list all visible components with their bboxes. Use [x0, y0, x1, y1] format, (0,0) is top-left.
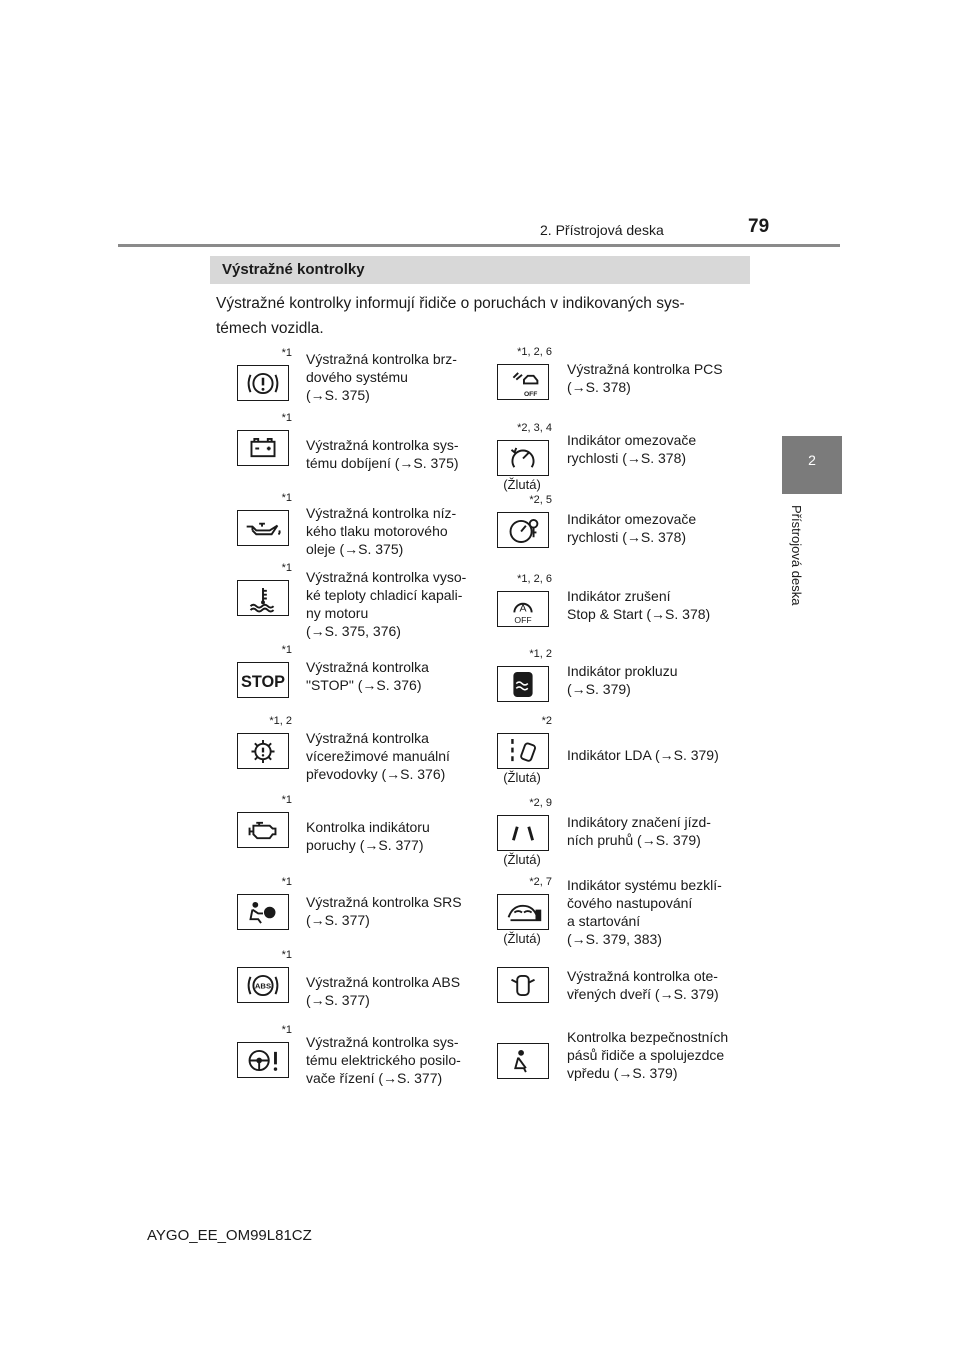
asterisk-note: *2, 3, 4: [517, 422, 552, 434]
description-line: rychlosti (→S. 378): [567, 450, 687, 466]
description-line: kého tlaku motorového: [306, 523, 448, 539]
coolant-temperature-icon: [239, 582, 287, 615]
description-line: převodovky (→S. 376): [306, 766, 446, 782]
slip-indicator-icon-box: [497, 666, 549, 702]
warning-description: [306, 658, 484, 694]
warning-description: [567, 1028, 745, 1082]
warning-description: [306, 350, 484, 404]
description-line: dového systému: [306, 369, 408, 385]
warning-description: [306, 504, 484, 558]
asterisk-note: *1: [281, 876, 292, 888]
asterisk-note: *1: [281, 562, 292, 574]
speed-limiter-icon-box: [497, 440, 549, 476]
asterisk-note: *1, 2: [529, 648, 552, 660]
description-line: (→S. 378): [567, 379, 631, 395]
description-line: vřených dveří (→S. 379): [567, 986, 719, 1002]
seatbelt-icon-box: [497, 1043, 549, 1079]
warning-description: [306, 729, 484, 783]
oil-pressure-icon-box: [237, 510, 289, 546]
description-line: Výstražná kontrolka ote-: [567, 968, 718, 984]
color-note: (Žlutá): [503, 852, 541, 867]
svg-text:OFF: OFF: [523, 390, 538, 398]
asterisk-note: *2, 9: [529, 797, 552, 809]
description-line: Indikátor LDA (→S. 379): [567, 747, 719, 763]
asterisk-note: *1, 2, 6: [517, 573, 552, 585]
description-line: Stop & Start (→S. 378): [567, 606, 711, 622]
lane-markings-icon-box: [497, 815, 549, 851]
description-line: Výstražná kontrolka ABS: [306, 974, 461, 990]
color-note: (Žlutá): [503, 477, 541, 492]
description-line: rychlosti (→S. 378): [567, 529, 687, 545]
stop-icon-box: [237, 662, 289, 698]
abs-icon: [239, 969, 287, 1002]
lda-icon-box: [497, 733, 549, 769]
asterisk-note: *2: [541, 715, 552, 727]
asterisk-note: *1: [281, 492, 292, 504]
svg-text:A: A: [519, 601, 527, 614]
asterisk-note: *1, 2: [269, 715, 292, 727]
warning-description: [306, 818, 484, 854]
smart-key-icon: [499, 896, 547, 929]
description-line: Indikátor systému bezklí-: [567, 877, 722, 893]
warning-description: [306, 973, 484, 1009]
description-line: tému dobíjení (→S. 375): [306, 455, 459, 471]
power-steering-icon-box: [237, 1042, 289, 1078]
power-steering-icon: [239, 1044, 287, 1077]
asterisk-note: *1: [281, 794, 292, 806]
asterisk-note: *1: [281, 644, 292, 656]
seatbelt-icon: [499, 1045, 547, 1078]
asterisk-note: *2, 7: [529, 876, 552, 888]
speed-limiter-icon: [499, 442, 547, 475]
battery-icon: [239, 432, 287, 465]
airbag-icon-box: [237, 894, 289, 930]
description-line: Výstražná kontrolka: [306, 730, 429, 746]
warning-description: [567, 746, 745, 764]
open-door-icon: [499, 969, 547, 1002]
warning-description: [567, 510, 745, 546]
color-note: (Žlutá): [503, 770, 541, 785]
description-line: (→S. 375, 376): [306, 623, 401, 639]
brake-warning-icon: [239, 367, 287, 400]
brake-warning-icon-box: [237, 365, 289, 401]
stop-start-off-icon-box: [497, 591, 549, 627]
description-line: Indikátory značení jízd-: [567, 814, 711, 830]
footer-code: AYGO_EE_OM99L81CZ: [147, 1227, 312, 1244]
description-line: vícerežimové manuální: [306, 748, 450, 764]
description-line: Výstražná kontrolka PCS: [567, 361, 723, 377]
header-section-title: 2. Přístrojová deska: [540, 222, 664, 238]
warning-description: [567, 360, 745, 396]
warning-description: [567, 662, 745, 698]
description-line: "STOP" (→S. 376): [306, 677, 422, 693]
stop-icon: [239, 664, 287, 697]
description-line: (→S. 377): [306, 992, 370, 1008]
pcs-off-icon-box: [497, 364, 549, 400]
description-line: Výstražná kontrolka níz-: [306, 505, 457, 521]
svg-text:STOP: STOP: [240, 672, 286, 691]
description-line: ních pruhů (→S. 379): [567, 832, 701, 848]
description-line: Indikátor zrušení: [567, 588, 671, 604]
warning-description: [567, 813, 745, 849]
asterisk-note: *2, 5: [529, 494, 552, 506]
description-line: (→S. 375): [306, 387, 370, 403]
description-line: vpředu (→S. 379): [567, 1065, 678, 1081]
check-engine-icon-box: [237, 812, 289, 848]
description-line: vače řízení (→S. 377): [306, 1070, 443, 1086]
description-line: (→S. 379): [567, 681, 631, 697]
slip-indicator-icon: [499, 668, 547, 701]
description-line: Indikátor omezovače: [567, 432, 697, 448]
check-engine-icon: [239, 814, 287, 847]
oil-pressure-icon: [239, 512, 287, 545]
description-line: Indikátor omezovače: [567, 511, 697, 527]
open-door-icon-box: [497, 967, 549, 1003]
description-line: Výstražná kontrolka sys-: [306, 1034, 459, 1050]
description-line: čového nastupování: [567, 895, 693, 911]
transmission-gear-icon: [239, 735, 287, 768]
warning-description: [306, 436, 484, 472]
speed-limiter-key-icon: [499, 514, 547, 547]
description-line: Výstražná kontrolka brz-: [306, 351, 457, 367]
warning-description: [567, 876, 745, 948]
asterisk-note: *1: [281, 949, 292, 961]
color-note: (Žlutá): [503, 931, 541, 946]
description-line: Výstražná kontrolka SRS: [306, 894, 462, 910]
svg-text:OFF: OFF: [514, 614, 532, 625]
warning-description: [567, 967, 745, 1003]
speed-limiter-key-icon-box: [497, 512, 549, 548]
description-line: tému elektrického posilo-: [306, 1052, 461, 1068]
description-line: a startování: [567, 913, 641, 929]
header-rule: [118, 244, 840, 247]
svg-text:ABS: ABS: [254, 980, 272, 990]
coolant-temperature-icon-box: [237, 580, 289, 616]
transmission-gear-icon-box: [237, 733, 289, 769]
description-line: (→S. 377): [306, 912, 370, 928]
intro-paragraph: Výstražné kontrolky informují řidiče o poruchách v indikovaných sys- témech vozidla.: [216, 295, 685, 337]
asterisk-note: *1, 2, 6: [517, 346, 552, 358]
description-line: (→S. 379, 383): [567, 931, 662, 947]
description-line: ny motoru: [306, 605, 369, 621]
section-title: Výstražné kontrolky: [222, 261, 365, 278]
smart-key-icon-box: [497, 894, 549, 930]
stop-start-off-icon: [499, 593, 547, 626]
asterisk-note: *1: [281, 347, 292, 359]
lane-markings-icon: [499, 817, 547, 850]
warning-description: [306, 1033, 484, 1087]
description-line: ké teploty chladicí kapali-: [306, 587, 463, 603]
description-line: Výstražná kontrolka vyso-: [306, 569, 467, 585]
asterisk-note: *1: [281, 412, 292, 424]
description-line: pásů řidiče a spolujezdce: [567, 1047, 725, 1063]
warning-description: [306, 893, 484, 929]
warning-description: [306, 568, 484, 640]
battery-icon-box: [237, 430, 289, 466]
description-line: Výstražná kontrolka sys-: [306, 437, 459, 453]
warning-description: [567, 431, 745, 467]
description-line: poruchy (→S. 377): [306, 837, 424, 853]
chapter-tab-label: Přístrojová deska: [789, 505, 804, 606]
lda-icon: [499, 735, 547, 768]
chapter-tab-number: 2: [808, 452, 816, 468]
pcs-off-icon: [499, 366, 547, 399]
description-line: Kontrolka bezpečnostních: [567, 1029, 729, 1045]
abs-icon-box: [237, 967, 289, 1003]
description-line: Kontrolka indikátoru: [306, 819, 430, 835]
page-number: 79: [748, 216, 770, 237]
airbag-icon: [239, 896, 287, 929]
description-line: Výstražná kontrolka: [306, 659, 429, 675]
warning-description: [567, 587, 745, 623]
description-line: oleje (→S. 375): [306, 541, 404, 557]
asterisk-note: *1: [281, 1024, 292, 1036]
description-line: Indikátor prokluzu: [567, 663, 678, 679]
